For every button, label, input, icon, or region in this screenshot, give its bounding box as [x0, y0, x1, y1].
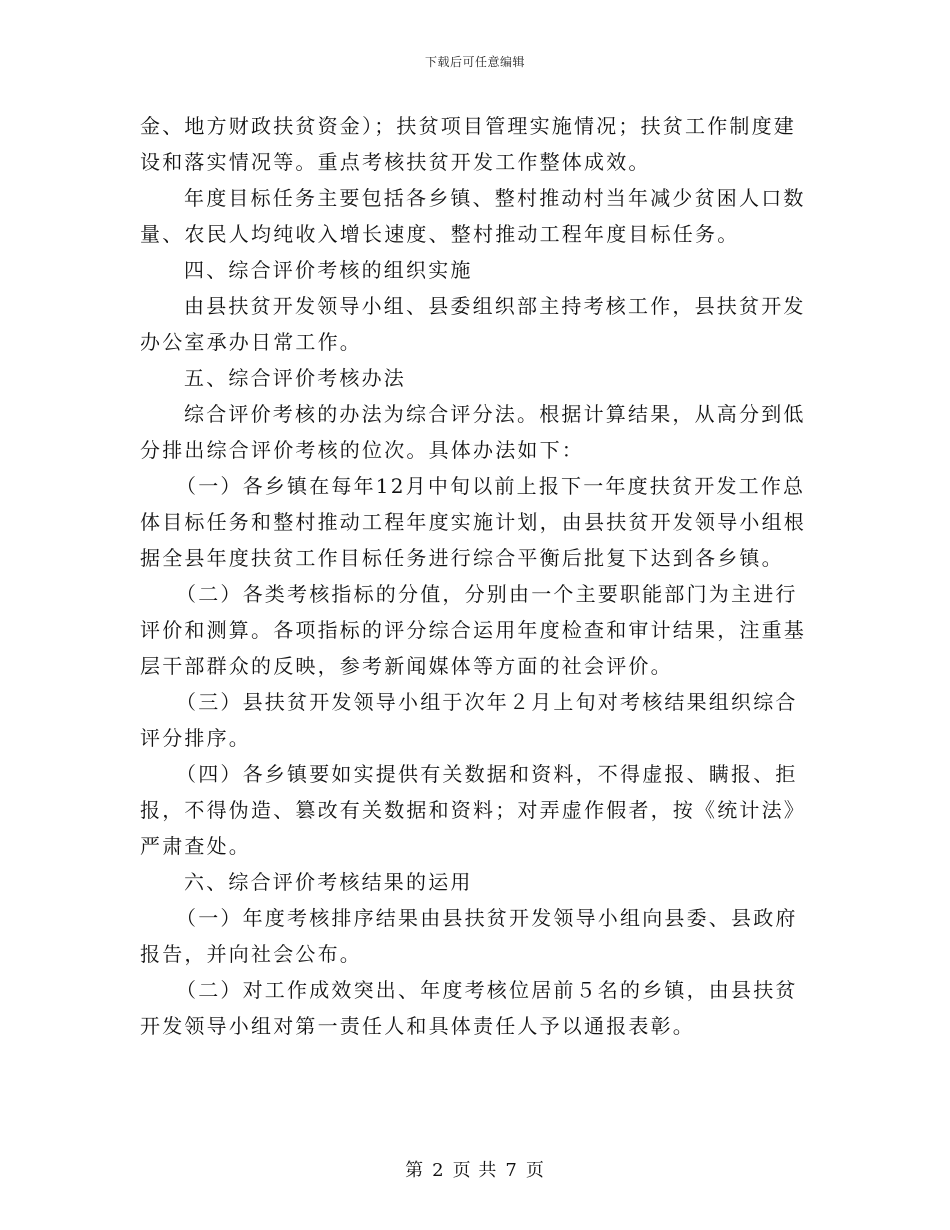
body-line: 开发领导小组对第一责任人和具体责任人予以通报表彰。: [140, 1014, 695, 1038]
body-line: 报，不得伪造、篡改有关数据和资料；对弄虚作假者，按《统计法》: [140, 798, 806, 822]
body-line: 办公室承办日常工作。: [140, 330, 362, 354]
body-line: 体目标任务和整村推动工程年度实施计划，由县扶贫开发领导小组根: [140, 510, 806, 534]
footer-page-number: 2: [432, 1160, 445, 1181]
body-line: （二）各类考核指标的分值，分别由一个主要职能部门为主进行: [176, 582, 798, 606]
body-line: （四）各乡镇要如实提供有关数据和资料，不得虚报、瞒报、拒: [176, 762, 798, 786]
section-heading: 四、综合评价考核的组织实施: [184, 258, 473, 282]
body-line: 金、地方财政扶贫资金）；扶贫项目管理实施情况；扶贫工作制度建: [140, 114, 796, 138]
body-line: （一）年度考核排序结果由县扶贫开发领导小组向县委、县政府: [176, 906, 798, 930]
body-line: 层干部群众的反映，参考新闻媒体等方面的社会评价。: [140, 654, 673, 678]
body-line: 由县扶贫开发领导小组、县委组织部主持考核工作，县扶贫开发: [184, 294, 806, 318]
body-line: 评分排序。: [140, 726, 251, 750]
body-line: 分排出综合评价考核的位次。具体办法如下：: [140, 438, 584, 462]
page-header: 下载后可任意编辑: [424, 55, 525, 69]
footer-suffix: 页: [525, 1160, 545, 1181]
section-heading: 五、综合评价考核办法: [184, 366, 406, 390]
body-line: 量、农民人均纯收入增长速度、整村推动工程年度目标任务。: [140, 222, 740, 246]
body-line: 综合评价考核的办法为综合评分法。根据计算结果，从高分到低: [184, 402, 806, 426]
page-footer: [0, 1156, 950, 1182]
footer-total-pages: 7: [505, 1160, 518, 1181]
footer-prefix: 第: [405, 1160, 425, 1181]
body-line: 评价和测算。各项指标的评分综合运用年度检查和审计结果，注重基: [140, 618, 806, 642]
body-line: 报告，并向社会公布。: [140, 942, 362, 966]
body-line: 设和落实情况等。重点考核扶贫开发工作整体成效。: [140, 150, 651, 174]
body-line: （三）县扶贫开发领导小组于次年２月上旬对考核结果组织综合: [176, 690, 798, 714]
section-heading: 六、综合评价考核结果的运用: [184, 870, 473, 894]
document-body: [140, 108, 810, 1044]
body-line: 据全县年度扶贫工作目标任务进行综合平衡后批复下达到各乡镇。: [140, 546, 784, 570]
footer-middle: 页 共: [452, 1160, 498, 1181]
body-line: 严肃查处。: [140, 834, 251, 858]
body-line: （二）对工作成效突出、年度考核位居前５名的乡镇，由县扶贫: [176, 978, 798, 1002]
body-line: 年度目标任务主要包括各乡镇、整村推动村当年减少贫困人口数: [184, 186, 806, 210]
body-line: （一）各乡镇在每年12月中旬以前上报下一年度扶贫开发工作总: [176, 474, 806, 498]
